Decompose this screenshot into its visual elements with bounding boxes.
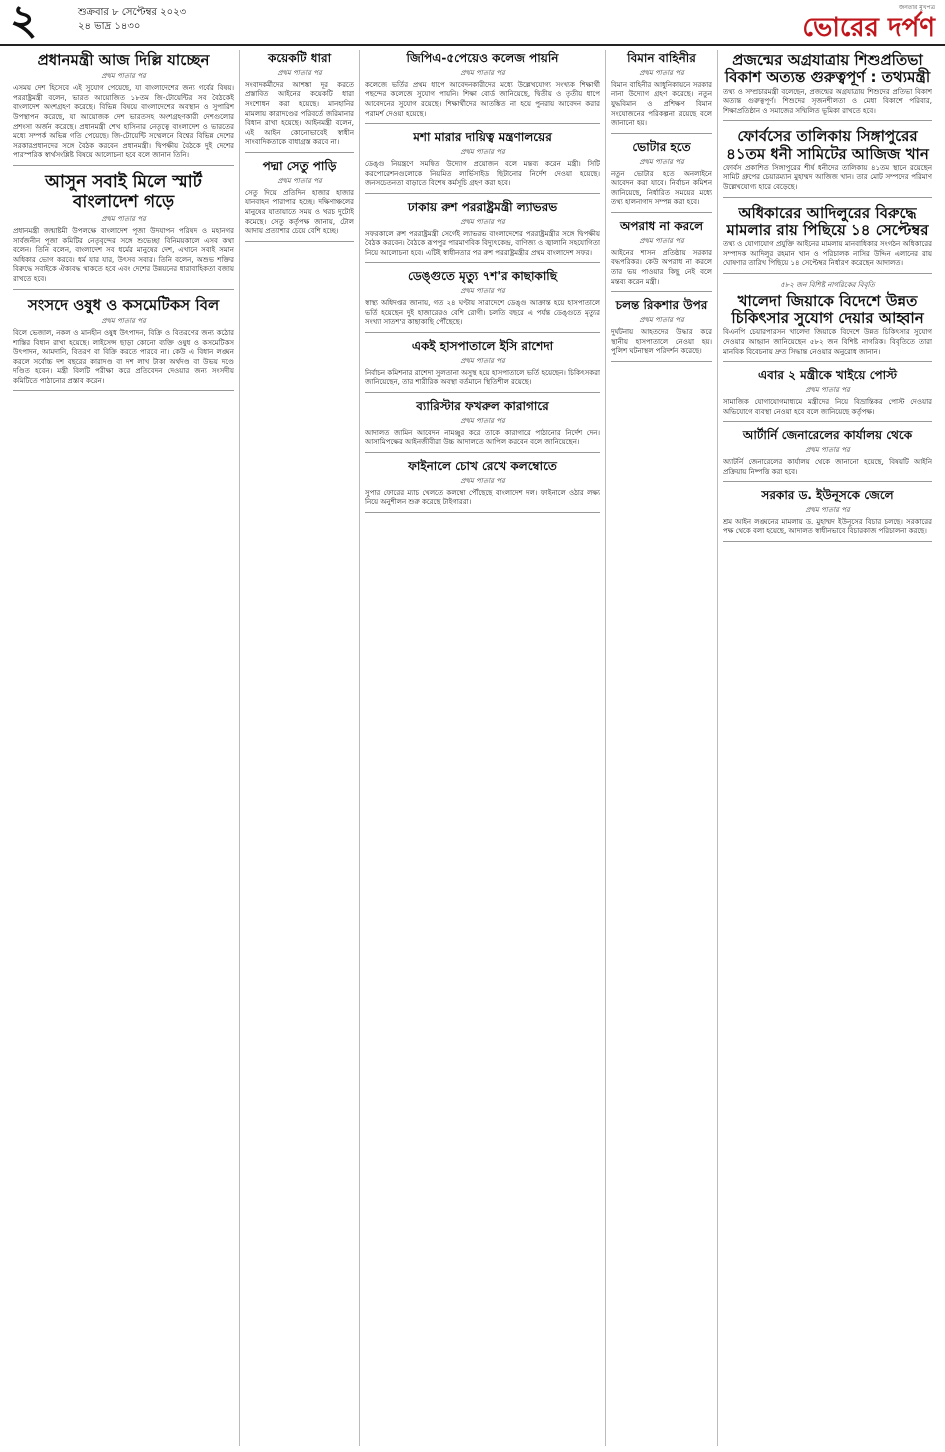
- story-body: সংবাদকর্মীদের আশঙ্কা দূর করতে প্রস্তাবিত আইনের কয়েকটি ধারা সংশোধন করা হয়েছে। মানহানির মামলায় কারাদণ্ডের পরিবর্তে জরিমানার বিধান রাখা হয়েছে। আইনমন্ত্রী বলেন, এই আইন কোনোভাবেই স্বাধীন সাংবাদিকতাকে বাধাগ্রস্ত করবে না।: [245, 80, 354, 147]
- subline: প্রথম পাতার পর: [277, 68, 322, 77]
- column-2: [240, 50, 360, 1446]
- story-body: বিএনপি চেয়ারপারসন খালেদা জিয়াকে বিদেশে উন্নত চিকিৎসার সুযোগ দেওয়ার আহ্বান জানিয়েছেন ৫৮২ জন বিশিষ্ট নাগরিক। বিবৃতিতে তারা মানবিক বিবেচনায় দ্রুত সিদ্ধান্ত নেওয়ার অনুরোধ জানান।: [723, 328, 932, 356]
- subline: প্রথম পাতার পর: [101, 316, 146, 325]
- story-lavrov: [365, 199, 600, 264]
- story-body: বিলে ভেজাল, নকল ও মানহীন ওষুধ উৎপাদন, বিক্রি ও বিতরণের জন্য কঠোর শাস্তির বিধান রাখা হয়েছে। লাইসেন্স ছাড়া কোনো ব্যক্তি ওষুধ ও কসমেটিকস উৎপাদন, আমদানি, বিতরণ বা বিক্রি করতে পারবে না। কেউ এ বিধান লঙ্ঘন করলে সর্বোচ্চ দশ বছরের কারাদণ্ড বা দশ লাখ টাকা অর্থদণ্ড বা উভয় দণ্ডে দণ্ডিত হবেন। মন্ত্রী বিলটি পরীক্ষা করে প্রতিবেদন দেওয়ার জন্য সংসদীয় কমিটিতে পাঠানোর প্রস্তাব করেন।: [13, 328, 234, 385]
- story-body: কলেজে ভর্তির প্রথম ধাপে আবেদনকারীদের মধ্যে উল্লেখযোগ্য সংখ্যক শিক্ষার্থী পছন্দের কলেজে সুযোগ পায়নি। শিক্ষা বোর্ড জানিয়েছে, দ্বিতীয় ও তৃতীয় ধাপে আবেদনের সুযোগ রয়েছে। শিক্ষার্থীদের আতঙ্কিত না হয়ে পুনরায় আবেদন করার পরামর্শ দেওয়া হয়েছে।: [365, 80, 600, 118]
- column-3: [360, 50, 606, 1446]
- date-line: [78, 6, 186, 34]
- headline: চলন্ত রিকশার উপর: [615, 298, 708, 313]
- subline: প্রথম পাতার পর: [460, 287, 505, 296]
- subline: প্রথম পাতার পর: [460, 356, 505, 365]
- brand-name: ভোরের দর্পণ: [802, 13, 935, 43]
- story-adilur: [723, 203, 932, 274]
- story-yunus: [723, 487, 932, 542]
- story-two-ministers: [723, 367, 932, 422]
- story-body: ডেঙ্গু নিয়ন্ত্রণে সমন্বিত উদ্যোগ প্রয়োজন বলে মন্তব্য করেন মন্ত্রী। সিটি করপোরেশনগুলোকে নিয়মিত লার্ভিসাইড ছিটানোর নির্দেশ দেওয়া হয়েছে। জনসচেতনতা বাড়াতে বিশেষ কর্মসূচি গ্রহণ করা হবে।: [365, 159, 600, 188]
- story-air-force: [611, 50, 712, 134]
- masthead: [0, 0, 945, 46]
- headline: এবার ২ মন্ত্রীকে খাইয়ে পোস্ট: [758, 368, 897, 383]
- story-dengue: [365, 268, 600, 333]
- headline: ফাইনালে চোখ রেখে কলম্বোতে: [408, 458, 557, 473]
- story-body: সামাজিক যোগাযোগমাধ্যমে মন্ত্রীদের নিয়ে বিভ্রান্তিকর পোস্ট দেওয়ার অভিযোগে ব্যবস্থা নেওয়া হবে বলে জানিয়েছে কর্তৃপক্ষ।: [723, 397, 932, 416]
- headline: একই হাসপাতালে ইসি রাশেদা: [411, 338, 554, 353]
- newspaper-page: [8, 50, 937, 1446]
- subline: প্রথম পাতার পর: [805, 505, 850, 514]
- story-no-crime: [611, 218, 712, 292]
- headline: সংসদে ওষুধ ও কসমেটিকস বিল: [27, 295, 220, 314]
- headline: আসুন সবাই মিলে স্মার্ট বাংলাদেশ গড়ে: [45, 172, 202, 212]
- story-rickshaw: [611, 297, 712, 362]
- story-body: স্বাস্থ্য অধিদপ্তর জানায়, গত ২৪ ঘণ্টায় সারাদেশে ডেঙ্গু আক্রান্ত হয়ে হাসপাতালে ভর্তি হয়েছেন দুই হাজারেরও বেশি রোগী। চলতি বছরে এ পর্যন্ত ডেঙ্গুতে মৃত্যুর সংখ্যা সাতশ'র কাছাকাছি পৌঁছেছে।: [365, 299, 600, 327]
- subline: প্রথম পাতার পর: [639, 236, 684, 245]
- date-bengali: ২৪ ভাদ্র ১৪৩০: [78, 21, 141, 32]
- subline: প্রথম পাতার পর: [639, 315, 684, 324]
- story-final-colombo: [365, 458, 600, 513]
- subline: প্রথম পাতার পর: [460, 217, 505, 226]
- story-body: ফোর্বস প্রকাশিত সিঙ্গাপুরের শীর্ষ ধনীদের তালিকায় ৪১তম স্থানে রয়েছেন সামিট গ্রুপের চেয়ারম্যান মুহাম্মদ আজিজ খান। তার মোট সম্পদের পরিমাণ উল্লেখযোগ্য হারে বেড়েছে।: [723, 163, 932, 191]
- story-forbes: [723, 126, 932, 197]
- headline: অপরাধ না করলে: [619, 218, 704, 233]
- story-body: দুর্ঘটনায় আহতদের উদ্ধার করে স্থানীয় হাসপাতালে নেওয়া হয়। পুলিশ ঘটনাস্থল পরিদর্শন করেছে।: [611, 327, 712, 356]
- subline: প্রথম পাতার পর: [639, 157, 684, 166]
- column-1: [8, 50, 240, 1446]
- story-body: প্রধানমন্ত্রী জন্মাষ্টমী উপলক্ষে বাংলাদেশ পূজা উদযাপন পরিষদ ও মহানগর সার্বজনীন পূজা কমিটির নেতৃবৃন্দের সঙ্গে শুভেচ্ছা বিনিময়কালে এসব কথা বলেন। তিনি বলেন, বাংলাদেশ সব ধর্মের মানুষের দেশ, এখানে সবাই সমান অধিকার ভোগ করবে। ধর্ম যার যার, উৎসব সবার। তিনি বলেন, অশুভ শক্তির বিরুদ্ধে সবাইকে ঐক্যবদ্ধ থাকতে হবে এবং দেশের উন্নয়নের ধারাবাহিকতা বজায় রাখতে হবে।: [13, 227, 234, 284]
- subline: প্রথম পাতার পর: [460, 416, 505, 425]
- date-gregorian: শুক্রবার ৮ সেপ্টেম্বর ২০২৩: [78, 7, 187, 18]
- story-padma-bridge: [245, 158, 354, 242]
- story-voter: [611, 139, 712, 213]
- headline: প্রধানমন্ত্রী আজ দিল্লি যাচ্ছেন: [37, 51, 210, 69]
- headline: ঢাকায় রুশ পররাষ্ট্রমন্ত্রী ল্যাভরভ: [407, 199, 558, 214]
- brand-tagline: জনতার মুখপত্র: [898, 4, 935, 11]
- column-5: [718, 50, 937, 1446]
- story-body: নতুন ভোটার হতে অনলাইনে আবেদন করা যাবে। নির্বাচন কমিশন জানিয়েছে, নির্ধারিত সময়ের মধ্যে তথ্য হালনাগাদ সম্পন্ন করা হবে।: [611, 169, 712, 207]
- story-fakhrul: [365, 398, 600, 453]
- subline: প্রথম পাতার পর: [639, 68, 684, 77]
- story-body: আইনের শাসন প্রতিষ্ঠায় সরকার বদ্ধপরিকর। কেউ অপরাধ না করলে তার ভয় পাওয়ার কিছু নেই বলে মন্তব্য করেন মন্ত্রী।: [611, 248, 712, 286]
- story-body: নির্বাচন কমিশনার রাশেদা সুলতানা অসুস্থ হয়ে হাসপাতালে ভর্তি হয়েছেন। চিকিৎসকরা জানিয়েছেন, তার শারীরিক অবস্থা বর্তমানে স্থিতিশীল রয়েছে।: [365, 368, 600, 387]
- story-info-minister: [723, 50, 932, 121]
- headline: কয়েকটি ধারা: [267, 51, 332, 65]
- headline: ব্যারিস্টার ফখরুল কারাগারে: [416, 398, 549, 413]
- headline: বিমান বাহিনীর: [627, 51, 696, 65]
- headline: ফোর্বসের তালিকায় সিঙ্গাপুরের ৪১তম ধনী সামিটের আজিজ খান: [726, 127, 929, 163]
- column-4: [606, 50, 718, 1446]
- headline: অধিকারের আদিলুরের বিরুদ্ধে মামলার রায় পিছিয়ে ১৪ সেপ্টেম্বর: [726, 203, 929, 239]
- subline: প্রথম পাতার পর: [277, 176, 322, 185]
- story-body: সুপার ফোরের ম্যাচ খেলতে কলম্বো পৌঁছেছে বাংলাদেশ দল। ফাইনালে ওঠার লক্ষ্য নিয়ে অনুশীলন শুরু করেছে টাইগাররা।: [365, 488, 600, 507]
- story-khaleda: [723, 279, 932, 362]
- subline: প্রথম পাতার পর: [101, 72, 146, 81]
- headline: খালেদা জিয়াকে বিদেশে উন্নত চিকিৎসার সুযোগ দেয়ার আহ্বান: [731, 291, 924, 328]
- headline: মশা মারার দায়িত্ব মন্ত্রণালয়ের: [413, 130, 552, 145]
- story-body: শ্রম আইন লঙ্ঘনের মামলায় ড. মুহাম্মদ ইউনূসের বিচার চলছে। সরকারের পক্ষ থেকে বলা হয়েছে, আদালত স্বাধীনভাবে বিচারকাজ পরিচালনা করছে।: [723, 517, 932, 536]
- story-body: অ্যাটর্নি জেনারেলের কার্যালয় থেকে জানানো হয়েছে, বিষয়টি আইনি প্রক্রিয়ায় নিষ্পত্তি করা হবে।: [723, 457, 932, 476]
- subline: প্রথম পাতার পর: [805, 385, 850, 394]
- story-sections: [245, 50, 354, 153]
- story-body: সফরকালে রুশ পররাষ্ট্রমন্ত্রী সের্গেই ল্যাভরভ বাংলাদেশের পররাষ্ট্রমন্ত্রীর সঙ্গে দ্বিপক্ষীয় বৈঠক করবেন। বৈঠকে রূপপুর পারমাণবিক বিদ্যুৎকেন্দ্র, বাণিজ্য ও জ্বালানি সহযোগিতা নিয়ে আলোচনা হবে। এটিই স্বাধীনতার পর রুশ পররাষ্ট্রমন্ত্রীর প্রথম বাংলাদেশ সফর।: [365, 229, 600, 257]
- story-body: বিমান বাহিনীর আধুনিকায়নে সরকার নানা উদ্যোগ গ্রহণ করেছে। নতুন যুদ্ধবিমান ও প্রশিক্ষণ বিমান সংযোজনের পরিকল্পনা রয়েছে বলে জানানো হয়।: [611, 80, 712, 128]
- headline: প্রজন্মের অগ্রযাত্রায় শিশুপ্রতিভা বিকাশ অত্যন্ত গুরুত্বপূর্ণ : তথ্যমন্ত্রী: [724, 51, 931, 87]
- subline: প্রথম পাতার পর: [460, 68, 505, 77]
- story-smart-bangladesh: [13, 171, 234, 290]
- story-body: আদালত জামিন আবেদন নামঞ্জুর করে তাকে কারাগারে পাঠানোর নির্দেশ দেন। আসামিপক্ষের আইনজীবীরা উচ্চ আদালতে আপিল করবেন বলে জানিয়েছেন।: [365, 428, 600, 447]
- story-body: তথ্য ও সম্প্রচারমন্ত্রী বলেছেন, প্রজন্মের অগ্রযাত্রায় শিশুদের প্রতিভা বিকাশ অত্যন্ত গুরুত্বপূর্ণ। শিশুদের সৃজনশীলতা ও মেধা বিকাশে পরিবার, শিক্ষাপ্রতিষ্ঠান ও সমাজের সম্মিলিত ভূমিকা রাখতে হবে।: [723, 87, 932, 115]
- subline: প্রথম পাতার পর: [460, 476, 505, 485]
- story-gpa5-college: [365, 50, 600, 124]
- headline: ভোটার হতে: [632, 139, 691, 154]
- story-attorney-general: [723, 427, 932, 482]
- story-body: এসময় দেশ হিসেবে এই সুযোগ পেয়েছে, যা বাংলাদেশের জন্য গর্বের বিষয়। পররাষ্ট্রমন্ত্রী বলেন, ভারত আয়োজিত ১৮তম জি-টোয়েন্টির সব বৈঠকেই বাংলাদেশ অংশগ্রহণ করেছে। বিভিন্ন বিষয়ে বাংলাদেশের অবস্থান ও সুপারিশ উপস্থাপন করেছে, যা আয়োজক দেশ ভারতসহ অংশগ্রহণকারী দেশগুলোর প্রশংসা অর্জন করেছে। প্রধানমন্ত্রী শেখ হাসিনার নেতৃত্বে বাংলাদেশ ও ভারতের মধ্যে সম্পর্ক অভিন্ন গতি পেয়েছে। জি-টোয়েন্টি সম্মেলনে বিশ্বের বিভিন্ন দেশের সরকারপ্রধানদের সঙ্গে বৈঠক করবেন প্রধানমন্ত্রী। দ্বিপক্ষীয় বৈঠকে দুই দেশের পারস্পরিক স্বার্থসংশ্লিষ্ট বিষয়ে আলোচনা হবে বলে জানান তিনি।: [13, 84, 234, 160]
- story-ec-rashida: [365, 338, 600, 393]
- headline: ডেঙ্গুতে মৃত্যু ৭শ'র কাছাকাছি: [407, 269, 558, 284]
- headline: পদ্মা সেতু পাড়ি: [262, 158, 337, 173]
- story-body: তথ্য ও যোগাযোগ প্রযুক্তি আইনের মামলায় মানবাধিকার সংগঠন অধিকারের সম্পাদক আদিলুর রহমান খান ও পরিচালক নাসির উদ্দিন এলানের রায় ঘোষণার তারিখ পিছিয়ে ১৪ সেপ্টেম্বর নির্ধারণ করেছেন আদালত।: [723, 240, 932, 268]
- brand-logo: [802, 2, 935, 43]
- subline: প্রথম পাতার পর: [101, 215, 146, 224]
- story-pm-delhi: [13, 50, 234, 166]
- subline: প্রথম পাতার পর: [460, 147, 505, 156]
- page-number: ২: [10, 0, 38, 44]
- story-mosquito: [365, 129, 600, 194]
- story-body: সেতু দিয়ে প্রতিদিন হাজার হাজার যানবাহন পারাপার হচ্ছে। দক্ষিণাঞ্চলের মানুষের যাতায়াতে সময় ও খরচ দুটোই কমেছে। সেতু কর্তৃপক্ষ জানায়, টোল আদায় প্রত্যাশার চেয়ে বেশি হচ্ছে।: [245, 188, 354, 236]
- headline: সরকার ড. ইউনূসকে জেলে: [761, 488, 894, 503]
- headline: জিপিএ-৫পেয়েও কলেজ পায়নি: [406, 51, 559, 65]
- subline: প্রথম পাতার পর: [805, 445, 850, 454]
- subline: ৫৮২ জন বিশিষ্ট নাগরিকের বিবৃতি: [780, 280, 875, 289]
- headline: আর্টার্নি জেনারেলের কার্যালয় থেকে: [742, 428, 913, 443]
- story-drug-bill: [13, 295, 234, 392]
